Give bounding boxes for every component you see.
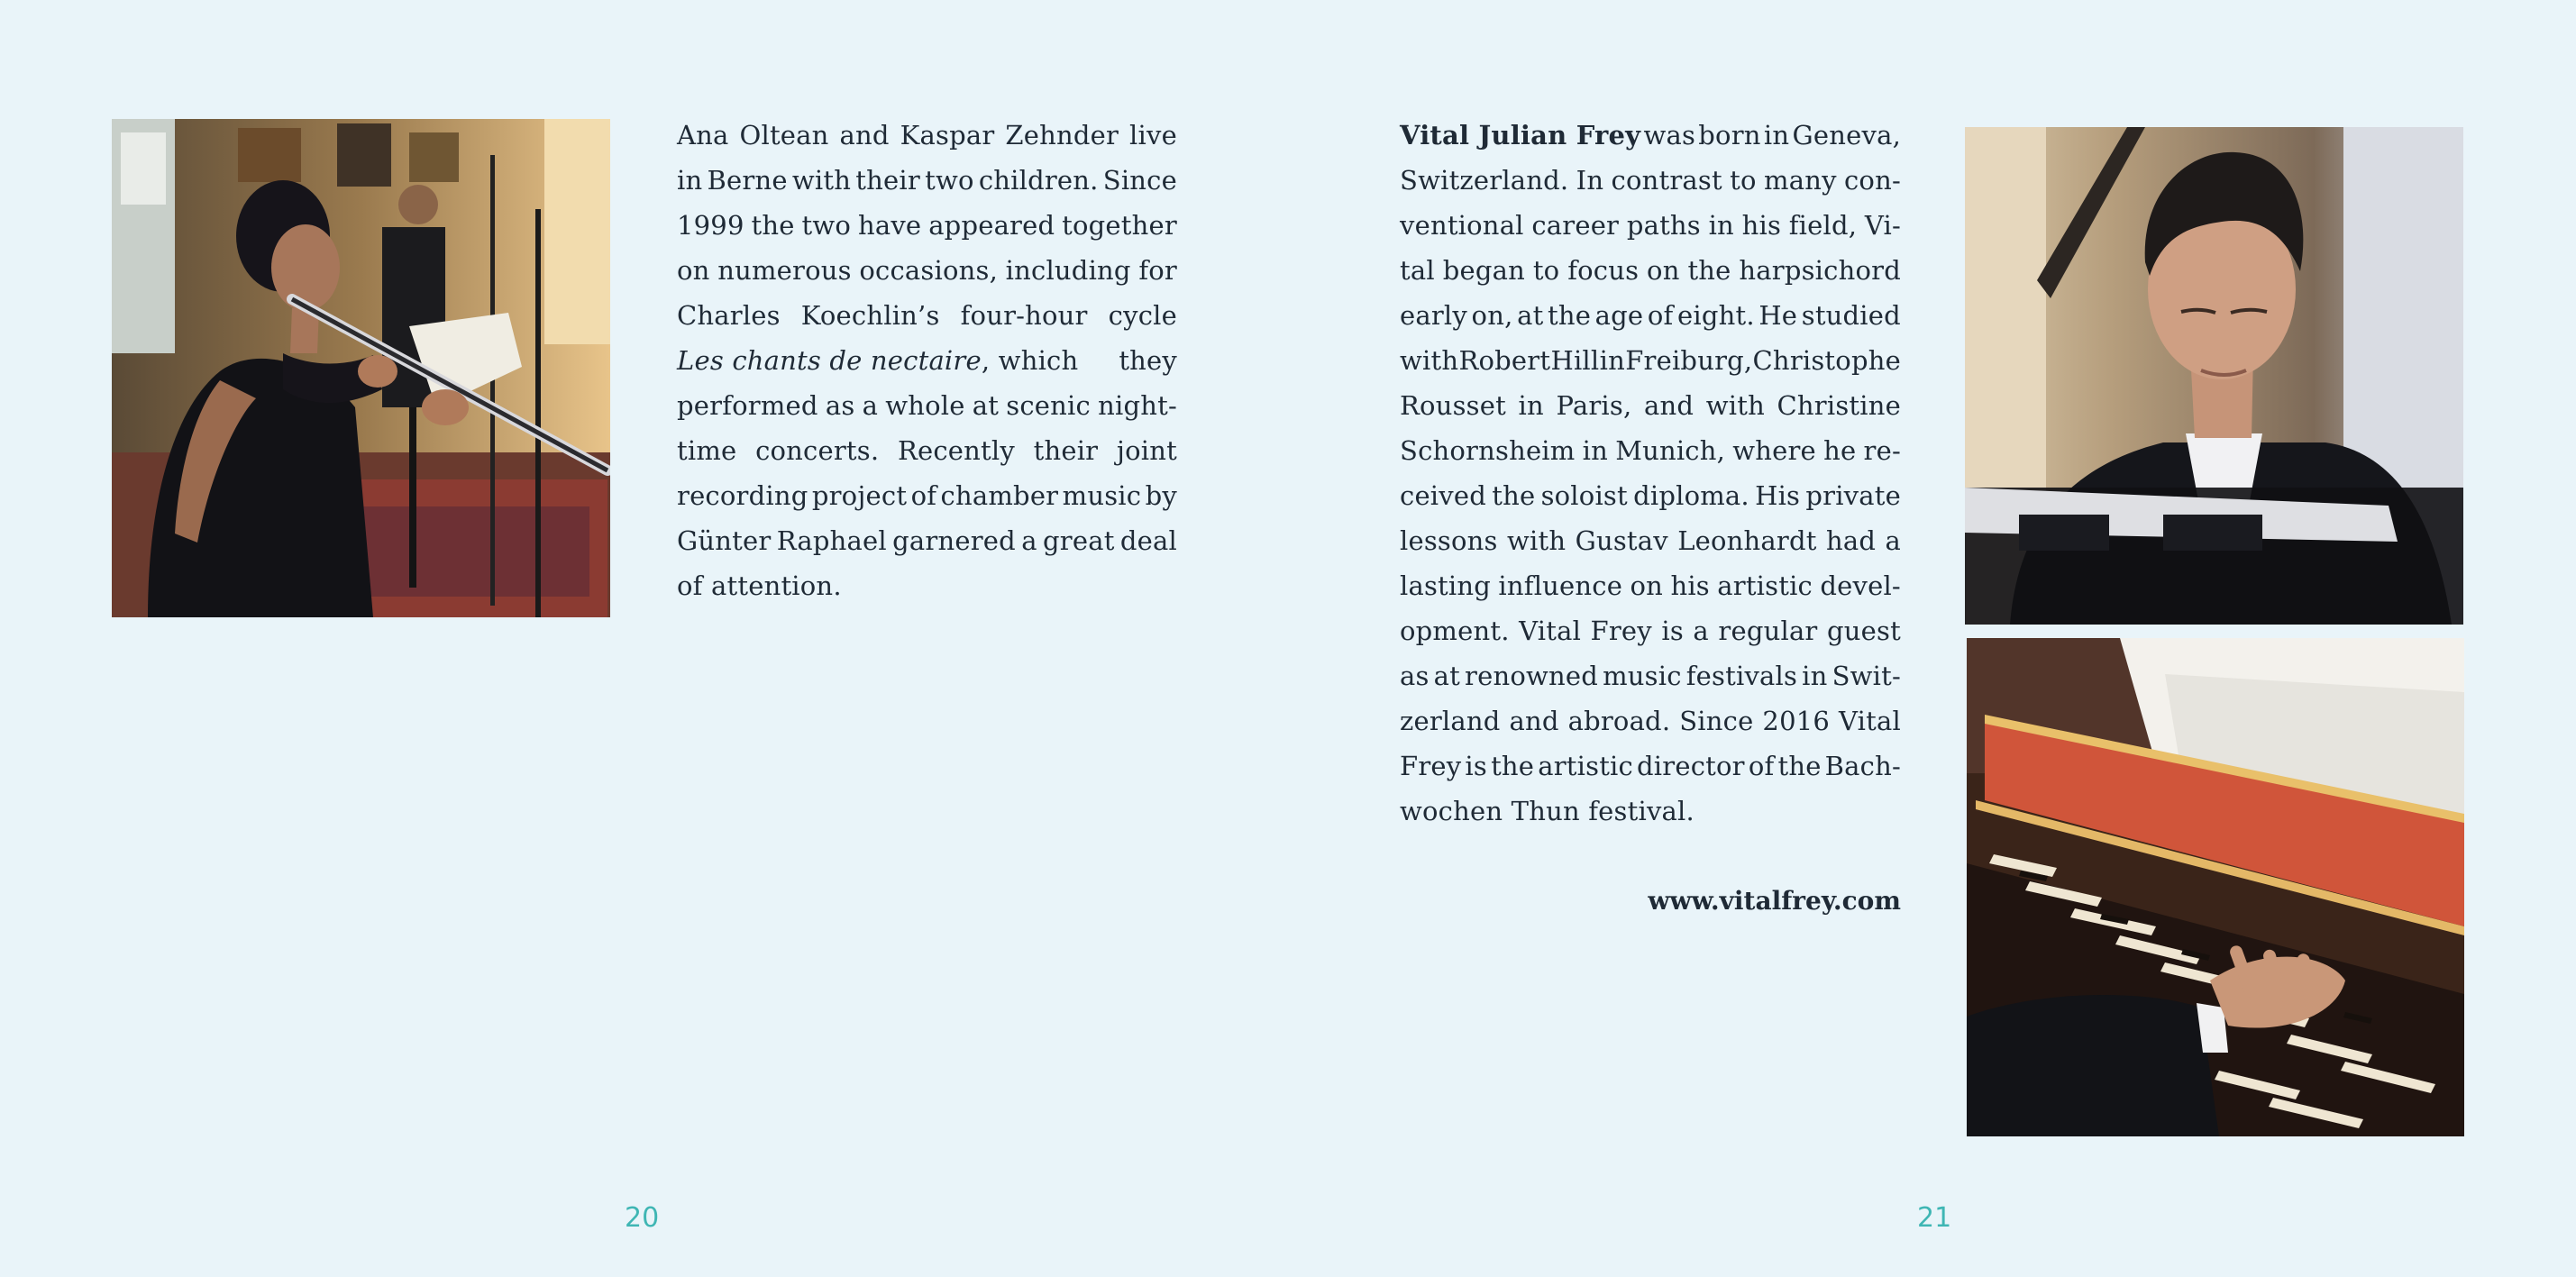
text-word: Frey xyxy=(1590,616,1652,646)
text-word: Schornsheim xyxy=(1400,435,1576,466)
text-line xyxy=(677,428,1177,473)
text-word: festivals xyxy=(1685,661,1798,691)
text-word: , which xyxy=(981,345,1079,376)
text-line xyxy=(677,158,1177,203)
text-word: a xyxy=(1885,525,1901,556)
text-word: field, xyxy=(1788,210,1858,241)
text-line xyxy=(1400,338,1901,383)
text-word: private xyxy=(1805,480,1901,511)
text-line xyxy=(1400,293,1901,338)
text-word: on, xyxy=(1471,300,1513,331)
text-word: the xyxy=(751,210,795,241)
text-word: Berne xyxy=(707,165,788,196)
text-word: Koechlin’s xyxy=(800,300,940,331)
text-line xyxy=(1400,653,1901,698)
text-word: they xyxy=(1119,345,1177,376)
text-word: he xyxy=(1823,435,1857,466)
text-word: appeared xyxy=(928,210,1055,241)
text-line xyxy=(677,113,1177,158)
text-word: Gustav xyxy=(1575,525,1668,556)
text-word: in xyxy=(1802,661,1828,691)
text-word: 1999 xyxy=(677,210,744,241)
text-phrase xyxy=(677,338,1078,383)
text-word: Since xyxy=(1679,706,1754,736)
text-word: Vital xyxy=(1519,616,1582,646)
text-word: Oltean xyxy=(739,120,829,151)
text-word: ventional xyxy=(1400,210,1524,241)
text-word: to xyxy=(1730,165,1757,196)
flutists-photo xyxy=(112,119,610,617)
text-word: artistic xyxy=(1538,751,1633,781)
text-word: two xyxy=(925,165,974,196)
website-link[interactable]: www.vitalfrey.com xyxy=(1648,886,1901,916)
text-word: including xyxy=(1005,255,1131,286)
text-line xyxy=(1400,789,1901,834)
text-line xyxy=(1400,698,1901,743)
text-word: lessons xyxy=(1400,525,1498,556)
text-word: a xyxy=(862,390,879,421)
text-line xyxy=(677,383,1177,428)
text-word: in xyxy=(1708,210,1734,241)
text-word: lasting xyxy=(1400,570,1492,601)
text-word: the xyxy=(1491,751,1535,781)
text-word: in xyxy=(1582,435,1609,466)
text-word: zerland xyxy=(1400,706,1501,736)
text-word: Leonhardt xyxy=(1677,525,1817,556)
text-word: Bach- xyxy=(1824,751,1901,781)
text-word: in xyxy=(1599,345,1625,376)
text-word: chamber xyxy=(940,480,1059,511)
text-word: numerous xyxy=(717,255,852,286)
text-word: a xyxy=(1021,525,1037,556)
text-word: and xyxy=(1509,706,1559,736)
left-page-paragraph xyxy=(677,113,1177,608)
text-word: Hill xyxy=(1550,345,1600,376)
text-word: with xyxy=(1400,345,1459,376)
text-word: director xyxy=(1637,751,1745,781)
text-word: devel- xyxy=(1820,570,1901,601)
text-word: Les chants de nectaire xyxy=(677,345,982,376)
text-word: many xyxy=(1764,165,1837,196)
text-word: Christophe xyxy=(1752,345,1901,376)
text-word: In xyxy=(1576,165,1604,196)
text-word: influence xyxy=(1498,570,1623,601)
text-line xyxy=(1400,248,1901,293)
text-word: Kaspar xyxy=(900,120,995,151)
text-line xyxy=(677,293,1177,338)
text-word: studied xyxy=(1801,300,1901,331)
text-word: the xyxy=(1687,255,1731,286)
text-word: renowned xyxy=(1465,661,1599,691)
text-word: with xyxy=(1705,390,1765,421)
text-word: on xyxy=(677,255,710,286)
text-word: Zehnder xyxy=(1005,120,1119,151)
text-word: on xyxy=(1647,255,1680,286)
text-word: of attention. xyxy=(677,570,842,601)
text-word: contrast xyxy=(1611,165,1722,196)
text-word: deal xyxy=(1119,525,1177,556)
text-word: had xyxy=(1825,525,1877,556)
text-word: in xyxy=(1763,120,1790,151)
text-word: Freiburg, xyxy=(1625,345,1753,376)
text-word: as xyxy=(825,390,855,421)
text-word: Christine xyxy=(1777,390,1901,421)
text-word: the xyxy=(1777,751,1822,781)
text-word: is xyxy=(1661,616,1684,646)
text-word: Raphael xyxy=(776,525,887,556)
text-word: Recently xyxy=(897,435,1015,466)
text-word: in xyxy=(1518,390,1544,421)
text-word: garnered xyxy=(892,525,1016,556)
text-word: was xyxy=(1643,120,1696,151)
text-line xyxy=(677,473,1177,518)
text-line xyxy=(677,518,1177,563)
text-word: of xyxy=(1748,751,1775,781)
text-word: children. xyxy=(978,165,1099,196)
text-word: project xyxy=(811,480,908,511)
text-line xyxy=(1400,563,1901,608)
text-word: together xyxy=(1062,210,1177,241)
text-word: Vital xyxy=(1839,706,1901,736)
text-word: tal xyxy=(1400,255,1435,286)
text-word: occasions, xyxy=(859,255,998,286)
text-word: for xyxy=(1138,255,1177,286)
text-word: guest xyxy=(1826,616,1901,646)
text-word: Munich, xyxy=(1615,435,1726,466)
text-word: music xyxy=(1062,480,1142,511)
text-line xyxy=(677,563,1177,608)
text-word: abroad. xyxy=(1567,706,1671,736)
text-word: a xyxy=(1693,616,1709,646)
text-word: Since xyxy=(1102,165,1177,196)
text-word: their xyxy=(1033,435,1099,466)
text-word: live xyxy=(1129,120,1177,151)
text-word: the xyxy=(1492,480,1536,511)
harpsichord-photo xyxy=(1967,638,2464,1136)
page-number-left: 20 xyxy=(625,1202,660,1234)
text-word: recording xyxy=(677,480,808,511)
text-word: Paris, xyxy=(1556,390,1632,421)
text-word: have xyxy=(857,210,922,241)
text-line xyxy=(1400,608,1901,653)
text-line xyxy=(677,338,1177,383)
text-word: his xyxy=(1741,210,1782,241)
text-word: Ana xyxy=(677,120,729,151)
text-word: at xyxy=(1517,300,1544,331)
text-line xyxy=(1400,518,1901,563)
text-word: at xyxy=(1433,661,1460,691)
text-word: of xyxy=(1647,300,1674,331)
text-word: diploma. xyxy=(1633,480,1749,511)
text-word: and xyxy=(1644,390,1694,421)
text-word: with xyxy=(791,165,852,196)
text-word: Switzerland. xyxy=(1400,165,1569,196)
portrait-photo xyxy=(1965,127,2463,625)
text-word: his xyxy=(1670,570,1710,601)
text-word: Vi- xyxy=(1864,210,1901,241)
text-word: career xyxy=(1531,210,1620,241)
text-word: to xyxy=(1532,255,1560,286)
text-word: re- xyxy=(1863,435,1901,466)
text-word: is xyxy=(1465,751,1487,781)
text-word: Rousset xyxy=(1400,390,1506,421)
text-word: wochen Thun festival. xyxy=(1400,796,1694,826)
text-word: their xyxy=(855,165,920,196)
text-word: born xyxy=(1698,120,1761,151)
text-word: by xyxy=(1145,480,1177,511)
text-line xyxy=(1400,203,1901,248)
page-number-right: 21 xyxy=(1917,1202,1952,1234)
text-word: night- xyxy=(1098,390,1177,421)
text-word: Geneva, xyxy=(1792,120,1901,151)
text-word: music xyxy=(1603,661,1682,691)
text-word: ceived xyxy=(1400,480,1486,511)
text-word: early xyxy=(1400,300,1467,331)
right-page-paragraph xyxy=(1400,113,1901,834)
text-word: artistic xyxy=(1717,570,1813,601)
text-word: and xyxy=(839,120,890,151)
text-word: Günter xyxy=(677,525,772,556)
text-word: at xyxy=(972,390,1000,421)
text-word: focus xyxy=(1567,255,1640,286)
text-word: His xyxy=(1755,480,1801,511)
text-word: in xyxy=(677,165,703,196)
text-word: He xyxy=(1758,300,1798,331)
text-word: began xyxy=(1442,255,1525,286)
text-word: age xyxy=(1594,300,1644,331)
text-word: where xyxy=(1732,435,1816,466)
text-word: regular xyxy=(1718,616,1818,646)
text-word: the xyxy=(1547,300,1592,331)
text-line xyxy=(1400,428,1901,473)
text-word: Frey xyxy=(1400,751,1462,781)
text-word: paths xyxy=(1626,210,1701,241)
text-line xyxy=(1400,158,1901,203)
text-word: concerts. xyxy=(755,435,880,466)
text-word: opment. xyxy=(1400,616,1510,646)
artist-name: Vital Julian Frey xyxy=(1400,120,1641,151)
text-word: of xyxy=(910,480,937,511)
text-line xyxy=(677,248,1177,293)
text-line xyxy=(1400,743,1901,789)
text-word: Robert xyxy=(1458,345,1551,376)
text-word: whole xyxy=(885,390,965,421)
text-word: four-hour xyxy=(960,300,1088,331)
text-word: performed xyxy=(677,390,818,421)
text-word: with xyxy=(1506,525,1567,556)
text-word: great xyxy=(1043,525,1115,556)
text-word: on xyxy=(1630,570,1664,601)
text-word: two xyxy=(801,210,852,241)
text-line xyxy=(677,203,1177,248)
text-word: con- xyxy=(1843,165,1901,196)
text-line xyxy=(1400,113,1901,158)
text-word: cycle xyxy=(1108,300,1177,331)
text-word: scenic xyxy=(1006,390,1091,421)
text-word: as xyxy=(1400,661,1430,691)
text-word: soloist xyxy=(1540,480,1628,511)
text-word: eight. xyxy=(1676,300,1755,331)
text-word: Charles xyxy=(677,300,781,331)
text-word: time xyxy=(677,435,737,466)
text-word: 2016 xyxy=(1762,706,1831,736)
text-word: joint xyxy=(1116,435,1177,466)
text-line xyxy=(1400,383,1901,428)
text-line xyxy=(1400,473,1901,518)
text-word: Swit- xyxy=(1832,661,1901,691)
text-word: harpsichord xyxy=(1739,255,1901,286)
